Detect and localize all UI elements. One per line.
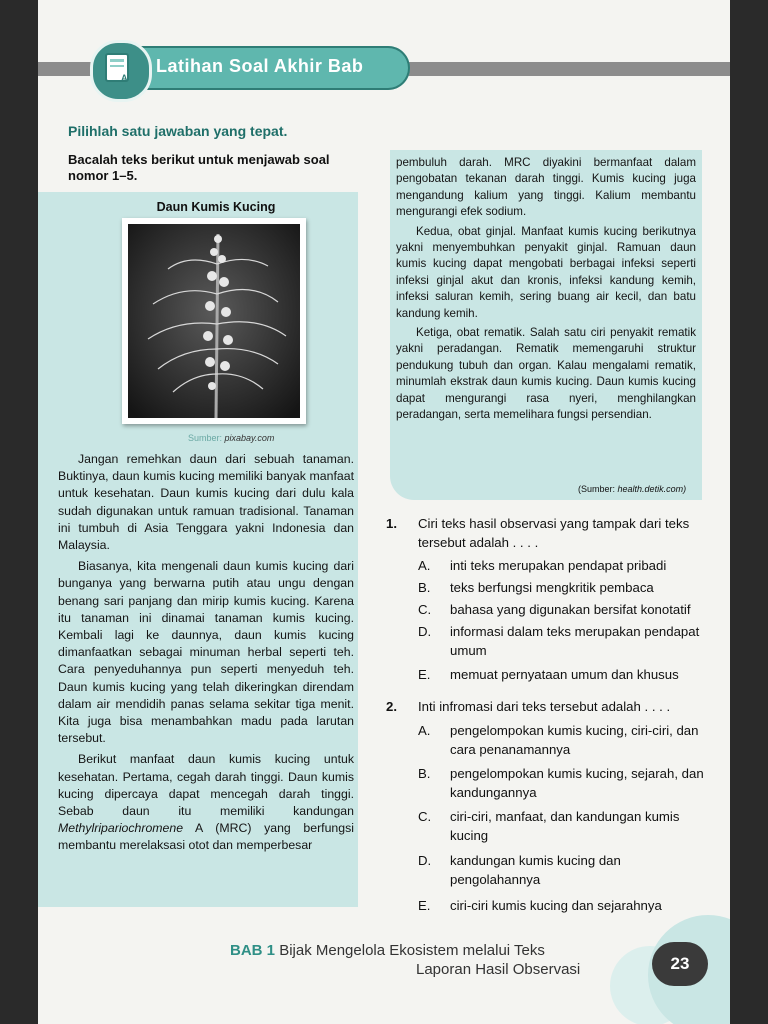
plant-photo (122, 218, 306, 424)
article-paragraph: Biasanya, kita mengenali daun kumis kucing dari bunganya yang berwarna putih atau ungu dengan benang sari panjang dan mirip kumis kucing. Karena itu tanaman ini dinamai tanaman kumis kucing. Kembali lagi ke daunnya, daun kumis kucing dimanfaatkan sebagai minuman herbal seperti teh. Cara penyeduhannya pun seperti menyeduh teh. Daun kumis kucing yang telah dikeringkan direndam dalam air mendidih panas selama sekitar tiga menit. Kita juga bisa menambahkan madu pada larutan tersebut. (58, 559, 354, 746)
exercise-book-icon (90, 40, 152, 102)
option-letter: B. (418, 766, 431, 781)
article-paragraph: Ketiga, obat rematik. Salah satu ciri penyakit rematik yakni peradangan. Rematik memengaruhi struktur pendukung tubuh dan organ. Kalau mengalami rematik, minumlah ekstrak daun kumis kucing. Daun kumis kucing dapat mengurangi rasa nyeri, menghilangkan peradangan, serta memelihara fungsi persendian. (396, 326, 696, 422)
chapter-title-line2: Laporan Hasil Observasi (416, 961, 581, 978)
section-title: Latihan Soal Akhir Bab (156, 56, 364, 76)
option-text: informasi dalam teks merupakan pendapat umum (450, 624, 700, 658)
option-text: inti teks merupakan pendapat pribadi (450, 558, 667, 573)
article-paragraph: pembuluh darah. MRC diyakini bermanfaat dalam pengobatan tekanan darah tinggi. Kumis kucing juga mengandung kalium yang tinggi. Kalium membantu mengurangi efek sodium. (396, 156, 696, 219)
svg-text:A: A (121, 73, 128, 83)
option-text: teks berfungsi mengkritik pembaca (450, 580, 654, 595)
compound-name: Methylripariochromene (58, 821, 184, 836)
article-paragraph (58, 751, 354, 854)
chapter-heading (230, 942, 545, 959)
article-source (578, 484, 686, 494)
article-right-text (396, 155, 696, 427)
option-text: ciri-ciri, manfaat, dan kandungan kumis kucing (450, 809, 680, 843)
read-note: Bacalah teks berikut untuk menjawab soal nomor 1–5. (68, 152, 330, 183)
option-letter: A. (418, 723, 431, 738)
option-text: ciri-ciri kumis kucing dan sejarahnya (450, 898, 662, 913)
option-text: pengelompokan kumis kucing, ciri-ciri, dan cara penanamannya (450, 723, 699, 757)
option-letter: E. (418, 667, 431, 682)
option-letter: C. (418, 602, 432, 617)
page-number: 23 (652, 942, 708, 986)
question-number: 1. (386, 516, 397, 531)
instruction: Pilihlah satu jawaban yang tepat. (68, 123, 288, 139)
image-source-label: Sumber: (188, 433, 223, 443)
option-letter: E. (418, 898, 431, 913)
question-number: 2. (386, 699, 397, 714)
option-text: memuat pernyataan umum dan khusus (450, 667, 679, 682)
article-source-text: health.detik.com) (617, 484, 687, 494)
option-text: kandungan kumis kucing dan pengolahannya (450, 853, 621, 887)
article-source-label: (Sumber: (578, 484, 616, 494)
option-letter: D. (418, 853, 432, 868)
option-letter: D. (418, 624, 432, 639)
image-source-text: pixabay.com (224, 433, 275, 443)
question-2 (386, 697, 716, 919)
option-letter: C. (418, 809, 432, 824)
option-letter: A. (418, 558, 431, 573)
chapter-label: BAB 1 (230, 942, 276, 959)
paragraph-text: Berikut manfaat daun kumis kucing untuk kesehatan. Pertama, cegah darah tinggi. Daun kumis kucing dipercaya dapat mencegah darah tinggi. Sebab daun itu memiliki kandungan (58, 752, 354, 819)
question-1 (386, 514, 716, 694)
textbook-page (38, 0, 730, 1024)
paragraph-text: A (MRC) yang berfungsi membantu merelaksasi otot dan memperbesar (58, 821, 354, 853)
question-text: Inti infromasi dari teks tersebut adalah . . . . (418, 699, 671, 714)
option-letter: B. (418, 580, 431, 595)
chapter-title: Bijak Mengelola Ekosistem melalui Teks (279, 942, 545, 959)
question-text: Ciri teks hasil observasi yang tampak dari teks tersebut adalah . . . . (418, 516, 690, 550)
image-title: Daun Kumis Kucing (156, 200, 276, 214)
article-paragraph: Jangan remehkan daun dari sebuah tanaman. Buktinya, daun kumis kucing memiliki banyak manfaat untuk kesehatan. Daun kumis kucing dari dulu kala sudah digunakan untuk ramuan tradisional. Tanaman ini tumbuh di Asia Tenggara yakni Indonesia dan Malaysia. (58, 452, 354, 553)
article-paragraph: Kedua, obat ginjal. Manfaat kumis kucing berikutnya yakni menyembuhkan penyakit ginjal. Ramuan daun kumis kucing dapat mengobati berbagai infeksi seperti infeksi ginjal akut dan kronis, infeksi kandung kemih, infeksi saluran kemih, sering buang air kecil, dan batu kandung kemih. (396, 224, 696, 320)
article-left-text (58, 451, 354, 859)
option-text: bahasa yang digunakan bersifat konotatif (450, 602, 691, 617)
image-source (188, 433, 274, 443)
option-text: pengelompokan kumis kucing, sejarah, dan kandungannya (450, 766, 704, 800)
